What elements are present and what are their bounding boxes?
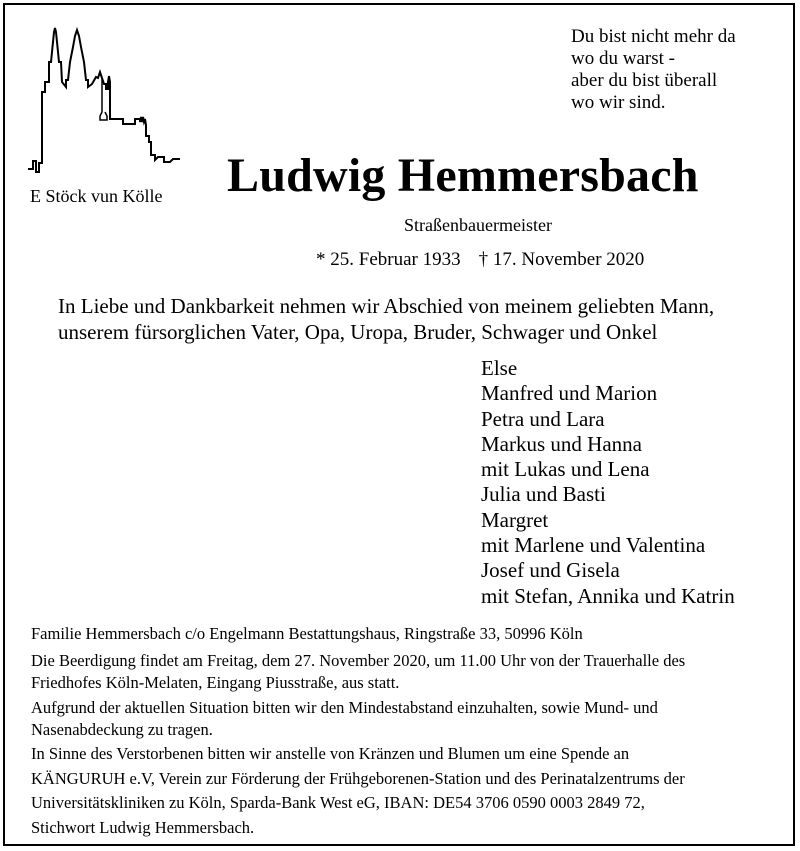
quote-line: aber du bist überall: [571, 70, 718, 91]
donation-request: [31, 742, 685, 840]
cologne-cathedral-skyline-icon: [28, 22, 184, 180]
mourners-list: [481, 356, 735, 609]
mourner-entry: mit Marlene und Valentina: [481, 533, 706, 558]
quote-line: wo wir sind.: [571, 92, 666, 113]
life-dates: [316, 249, 644, 271]
mourner-entry: Margret: [481, 507, 549, 532]
funeral-line: Friedhofes Köln-Melaten, Eingang Piusstraße, aus statt.: [31, 673, 400, 692]
quote-line: Du bist nicht mehr da: [571, 26, 736, 47]
mourner-entry: Petra und Lara: [481, 406, 605, 431]
memorial-quote: [571, 26, 736, 114]
distancing-line: Nasenabdeckung zu tragen.: [31, 720, 213, 739]
mourner-entry: mit Lukas und Lena: [481, 457, 650, 482]
deceased-name: Ludwig Hemmersbach: [227, 149, 699, 202]
mourner-entry: Julia und Basti: [481, 482, 606, 507]
mourner-entry: Else: [481, 356, 518, 380]
donation-line: Universitätskliniken zu Köln, Sparda-Bank West eG, IBAN: DE54 3706 0590 0003 2849 72,: [31, 793, 645, 812]
mourner-entry: mit Stefan, Annika und Katrin: [481, 583, 735, 608]
donation-line: KÄNGURUH e.V, Verein zur Förderung der Frühgeborenen-Station und des Perinatalzentrums der: [31, 768, 685, 788]
donation-line: Stichwort Ludwig Hemmersbach.: [31, 817, 255, 837]
mourner-entry: Manfred und Marion: [481, 381, 658, 406]
emblem-caption: E Stöck vun Kölle: [30, 186, 163, 206]
funeral-info: [31, 650, 685, 694]
birth-date: * 25. Februar 1933: [316, 249, 461, 270]
farewell-line: In Liebe und Dankbarkeit nehmen wir Abschied von meinem geliebten Mann,: [58, 294, 715, 318]
farewell-text: [58, 293, 714, 345]
family-address: Familie Hemmersbach c/o Engelmann Bestattungshaus, Ringstraße 33, 50996 Köln: [31, 624, 583, 643]
mourner-entry: Markus und Hanna: [481, 431, 642, 456]
distancing-notice: [31, 697, 658, 741]
distancing-line: Aufgrund der aktuellen Situation bitten wir den Mindestabstand einzuhalten, sowie Mund- und: [31, 698, 658, 717]
death-date: † 17. November 2020: [478, 249, 645, 270]
mourner-entry: Josef und Gisela: [481, 558, 620, 583]
quote-line: wo du warst -: [571, 48, 675, 69]
funeral-line: Die Beerdigung findet am Freitag, dem 27. November 2020, um 11.00 Uhr von der Trauerhalle des: [31, 651, 686, 670]
farewell-line: unserem fürsorglichen Vater, Opa, Uropa, Bruder, Schwager und Onkel: [58, 320, 658, 344]
deceased-profession: Straßenbauermeister: [404, 215, 552, 235]
donation-line: In Sinne des Verstorbenen bitten wir anstelle von Kränzen und Blumen um eine Spende an: [31, 744, 630, 763]
